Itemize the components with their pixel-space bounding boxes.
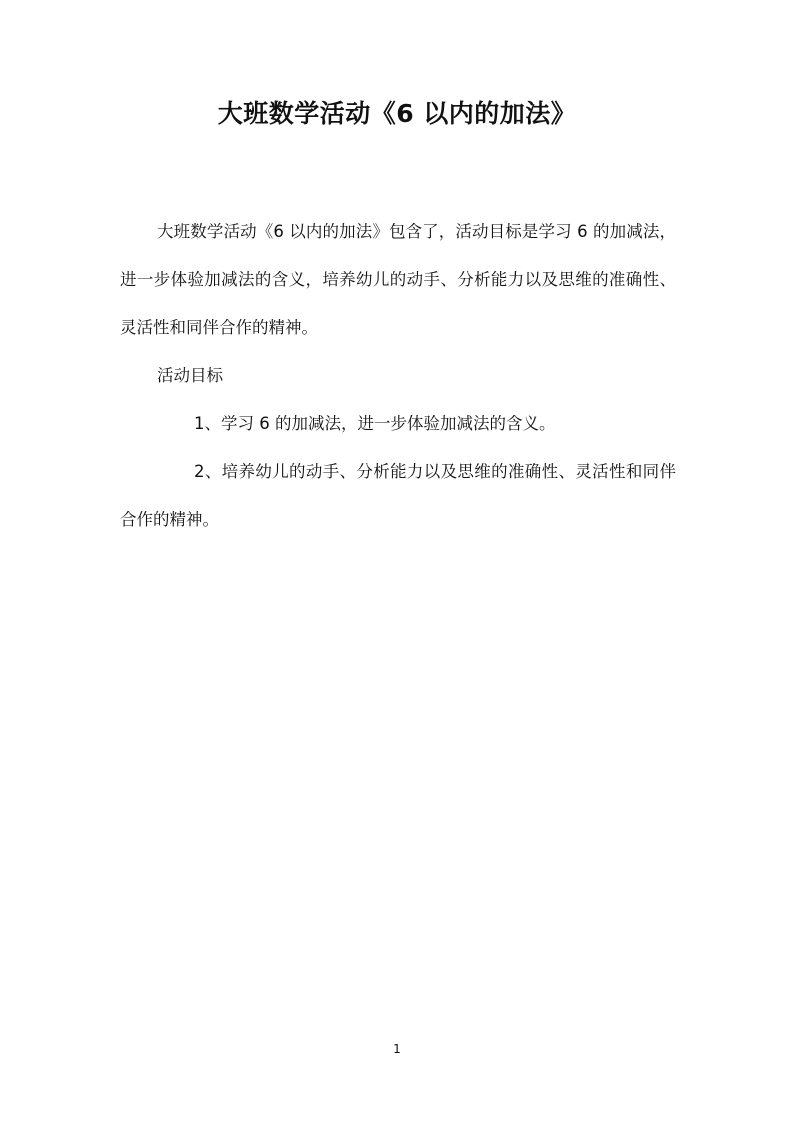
document-body — [120, 208, 676, 544]
goal-item-1: 1、学习 6 的加减法，进一步体验加减法的含义。 — [194, 414, 556, 433]
goal-item-2: 2、培养幼儿的动手、分析能力以及思维的准确性、灵活性和同伴合作的精神。 — [120, 462, 676, 529]
document-title: 大班数学活动《6 以内的加法》 — [217, 99, 577, 128]
section-heading: 活动目标 — [157, 366, 223, 385]
intro-paragraph: 大班数学活动《6 以内的加法》包含了，活动目标是学习 6 的加减法，进一步体验加减法的含义，培养幼儿的动手、分析能力以及思维的准确性、灵活性和同伴合作的精神。 — [120, 222, 676, 337]
page-number: 1 — [393, 1042, 401, 1056]
